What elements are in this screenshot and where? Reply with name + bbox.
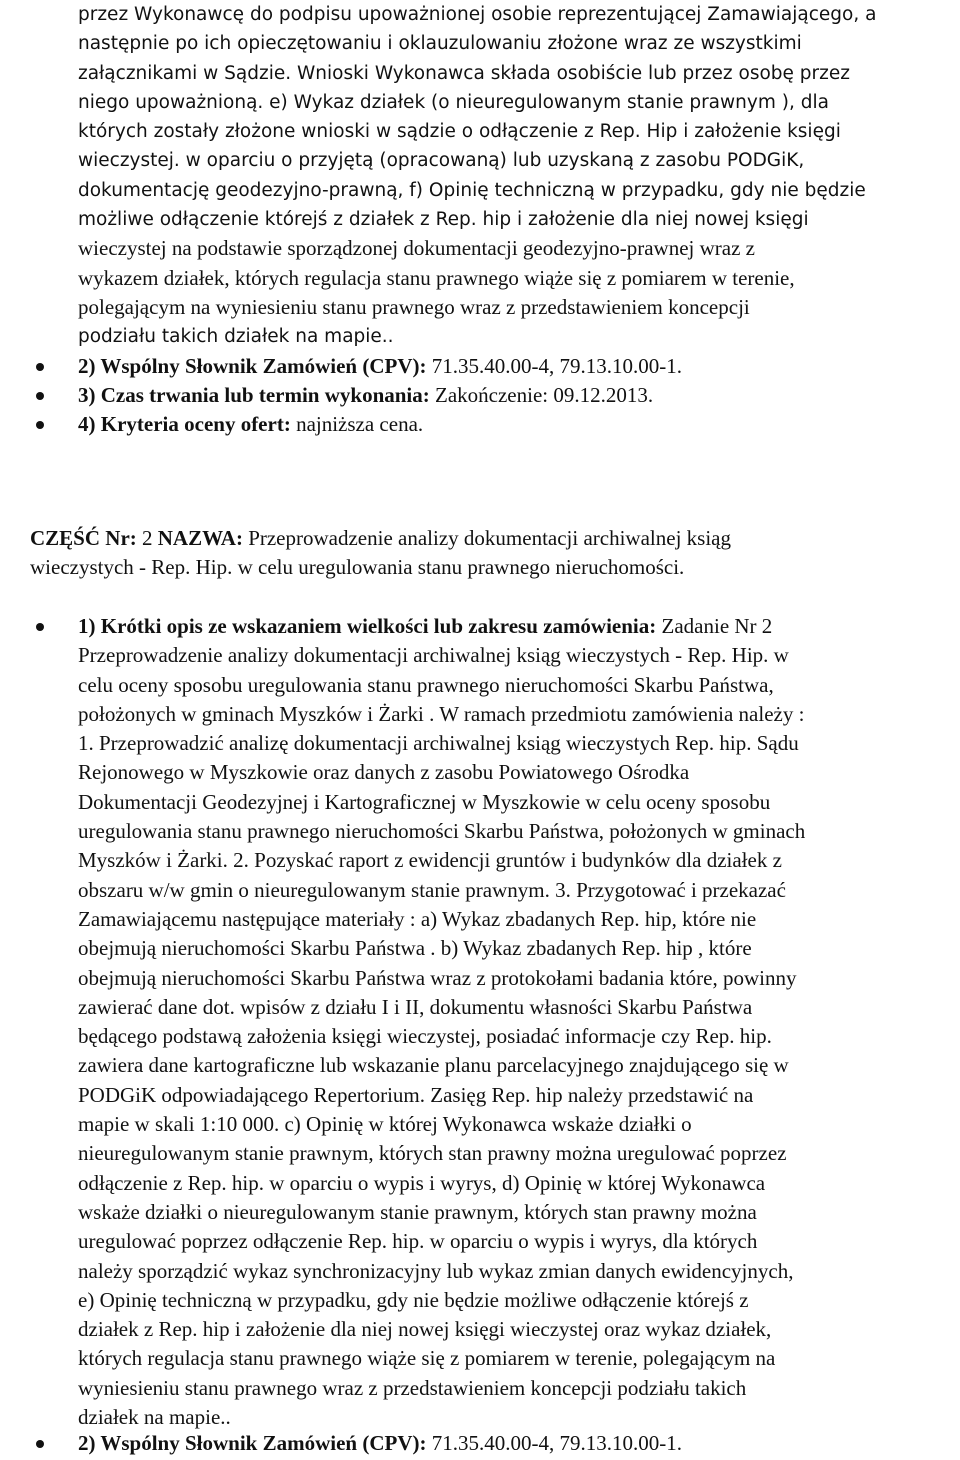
description-line: Zamawiającemu następujące materiały : a) Wykaz zbadanych Rep. hip, które nie — [78, 906, 757, 931]
part-number: 2 — [136, 526, 158, 550]
description-line: uregulowania stanu prawnego nieruchomości Skarbu Państwa, położonych w gminach — [78, 819, 806, 844]
description-line: zawierać dane dot. wpisów z działu I i II, dokumentu własności Skarbu Państwa — [78, 994, 753, 1019]
description-line: położonych w gminach Myszków i Żarki . W ramach przedmiotu zamówienia należy : — [78, 701, 805, 726]
description-line: zawiera dane kartograficzne lub wskazanie planu parcelacyjnego znajdującego się w — [78, 1053, 789, 1078]
part2-item-cpv — [78, 1429, 946, 1458]
description-line: PODGiK odpowiadającego Repertorium. Zasięg Rep. hip należy przedstawić na — [78, 1082, 754, 1107]
continuation-line: przez Wykonawcę do podpisu upoważnionej osobie reprezentującej Zamawiającego, a — [78, 4, 877, 25]
description-line: Dokumentacji Geodezyjnej i Kartograficznej w Myszkowie w celu oceny sposobu — [78, 789, 771, 814]
deadline-value: Zakończenie: 09.12.2013. — [429, 383, 654, 407]
continuation-line: podziału takich działek na mapie.. — [78, 326, 394, 348]
continuation-line: wykazem działek, których regulacja stanu prawnego wiąże się z pomiarem w terenie, — [78, 265, 795, 290]
cpv-value: 71.35.40.00-4, 79.13.10.00-1. — [426, 1431, 682, 1455]
part1-item-criteria — [78, 410, 946, 439]
bullet-icon — [36, 421, 44, 429]
continuation-line: wieczystej na podstawie sporządzonej dokumentacji geodezyjno-prawnej wraz z — [78, 236, 755, 261]
description-line: Rejonowego w Myszkowie oraz danych z zasobu Powiatowego Ośrodka — [78, 760, 690, 785]
description-line: uregulować poprzez odłączenie Rep. hip. w oparciu o wypis i wyrys, dla których — [78, 1229, 758, 1254]
criteria-value: najniższa cena. — [290, 412, 424, 436]
part1-item-cpv — [78, 352, 946, 381]
description-line: obejmują nieruchomości Skarbu Państwa . b) Wykaz zbadanych Rep. hip , które — [78, 936, 752, 961]
description-line: nieuregulowanym stanie prawnym, których stan prawny można uregulować poprzez — [78, 1141, 787, 1166]
continuation-line: których zostały złożone wnioski w sądzie o odłączenie z Rep. Hip i założenie księgi — [78, 121, 841, 143]
description-line: Przeprowadzenie analizy dokumentacji archiwalnej ksiąg wieczystych - Rep. Hip. w — [78, 643, 789, 668]
continuation-paragraph — [78, 0, 946, 352]
cpv-label: 2) Wspólny Słownik Zamówień (CPV): — [78, 1431, 427, 1455]
description-line: będącego podstawą założenia księgi wieczystej, posiadać informacje czy Rep. hip. — [78, 1024, 772, 1049]
description-label: 1) Krótki opis ze wskazaniem wielkości lub zakresu zamówienia: — [78, 614, 657, 638]
description-line: celu oceny sposobu uregulowania stanu prawnego nieruchomości Skarbu Państwa, — [78, 672, 774, 697]
description-line: wyniesieniu stanu prawnego wraz z przedstawieniem koncepcji podziału takich — [78, 1375, 747, 1400]
description-line: których regulacja stanu prawnego wiąże się z pomiarem w terenie, polegającym na — [78, 1346, 776, 1371]
continuation-line: następnie po ich opieczętowaniu i oklauzulowaniu złożone wraz ze wszystkimi — [78, 33, 802, 55]
description-line: działek na mapie.. — [78, 1405, 231, 1430]
description-line: Myszków i Żarki. 2. Pozyskać raport z ewidencji gruntów i budynków dla działek z — [78, 848, 782, 873]
part-name-line1: Przeprowadzenie analizy dokumentacji archiwalnej ksiąg — [242, 526, 731, 550]
description-line: należy sporządzić wykaz synchronizacyjny lub wykaz zmian danych ewidencyjnych, — [78, 1258, 794, 1283]
part-label: CZĘŚĆ Nr: — [30, 526, 137, 550]
bullet-icon — [36, 623, 44, 631]
part2-item-description — [78, 612, 946, 1432]
description-line: 1. Przeprowadzić analizę dokumentacji archiwalnej ksiąg wieczystych Rep. hip. Sądu — [78, 731, 799, 756]
description-line: wskaże działki o nieuregulowanym stanie prawnym, których stan prawny można — [78, 1199, 757, 1224]
bullet-icon — [36, 1440, 44, 1448]
description-body — [78, 641, 946, 1432]
description-line: odłączenie z Rep. hip. w oparciu o wypis i wyrys, d) Opinię w której Wykonawca — [78, 1170, 766, 1195]
part-name-line2: wieczystych - Rep. Hip. w celu uregulowania stanu prawnego nieruchomości. — [30, 555, 685, 580]
description-line: działek z Rep. hip i założenie dla niej nowej księgi wieczystej oraz wykaz działek, — [78, 1317, 772, 1342]
continuation-line: możliwe odłączenie którejś z działek z Rep. hip i założenie dla niej nowej księgi — [78, 209, 809, 231]
continuation-line: polegającym na wyniesieniu stanu prawnego wraz z przedstawieniem koncepcji — [78, 294, 750, 319]
continuation-line: niego upoważnioną. e) Wykaz działek (o nieuregulowanym stanie prawnym ), dla — [78, 91, 829, 113]
description-line: obejmują nieruchomości Skarbu Państwa wraz z protokołami badania które, powinny — [78, 965, 797, 990]
continuation-line: dokumentację geodezyjno-prawną, f) Opinię techniczną w przypadku, gdy nie będzie — [78, 179, 866, 201]
bullet-icon — [36, 392, 44, 400]
part1-item-deadline — [78, 381, 946, 410]
cpv-value: 71.35.40.00-4, 79.13.10.00-1. — [426, 354, 682, 378]
continuation-line: wieczystej. w oparciu o przyjętą (opracowaną) lub uzyskaną z zasobu PODGiK, — [78, 150, 805, 172]
description-first-value: Zadanie Nr 2 — [656, 614, 773, 638]
bullet-icon — [36, 363, 44, 371]
part2-heading — [30, 524, 930, 583]
name-label: NAZWA: — [157, 526, 243, 550]
criteria-label: 4) Kryteria oceny ofert: — [78, 412, 291, 436]
description-line: obszaru w/w gmin o nieuregulowanym stanie prawnym. 3. Przygotować i przekazać — [78, 877, 786, 902]
cpv-label: 2) Wspólny Słownik Zamówień (CPV): — [78, 354, 427, 378]
deadline-label: 3) Czas trwania lub termin wykonania: — [78, 383, 430, 407]
description-line: mapie w skali 1:10 000. c) Opinię w której Wykonawca wskaże działki o — [78, 1112, 692, 1137]
description-line: e) Opinię techniczną w przypadku, gdy nie będzie możliwe odłączenie którejś z — [78, 1287, 749, 1312]
continuation-line: załącznikami w Sądzie. Wnioski Wykonawca składa osobiście lub przez osobę przez — [78, 62, 850, 84]
